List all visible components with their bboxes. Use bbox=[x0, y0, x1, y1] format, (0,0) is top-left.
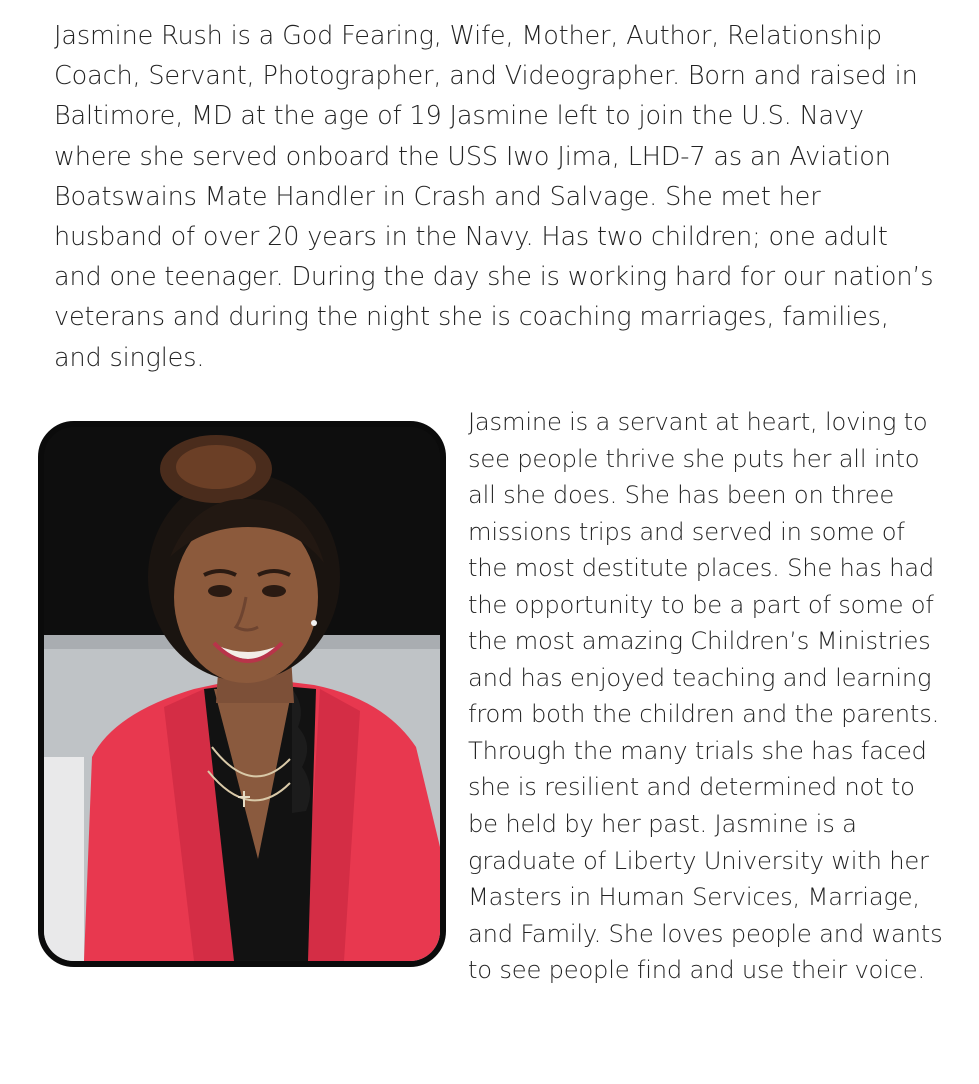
intro-paragraph: Jasmine Rush is a God Fearing, Wife, Mother, Author, Relationship Coach, Servant, Photographer, and Videographer. Born and raised in Baltimore, MD at the age of 19 Jasmine left to join the U.S. Navy where she served onboard the USS Iwo Jima, LHD-7 as an Aviation Boatswains Mate Handler in Crash and Salvage. She met her husband of over 20 years in the Navy. Has two children; one adult and one teenager. During the day she is working hard for our nation’s veterans and during the night she is coaching marriages, families, and singles. bbox=[54, 21, 934, 373]
portrait-photo bbox=[44, 427, 440, 961]
portrait-photo-frame bbox=[38, 421, 446, 967]
bio-paragraph: Jasmine is a servant at heart, loving to see people thrive she puts her all into all she does. She has been on three missions trips and served in some of the most destitute places. She has had the opportunity to be a part of some of the most amazing Children’s Ministries and has enjoyed teaching and learning from both the children and the parents. Through the many trials she has faced she is resilient and determined not to be held by her past. Jasmine is a graduate of Liberty University with her Masters in Human Services, Marriage, and Family. She loves people and wants to see people find and use their voice. bbox=[468, 408, 943, 985]
